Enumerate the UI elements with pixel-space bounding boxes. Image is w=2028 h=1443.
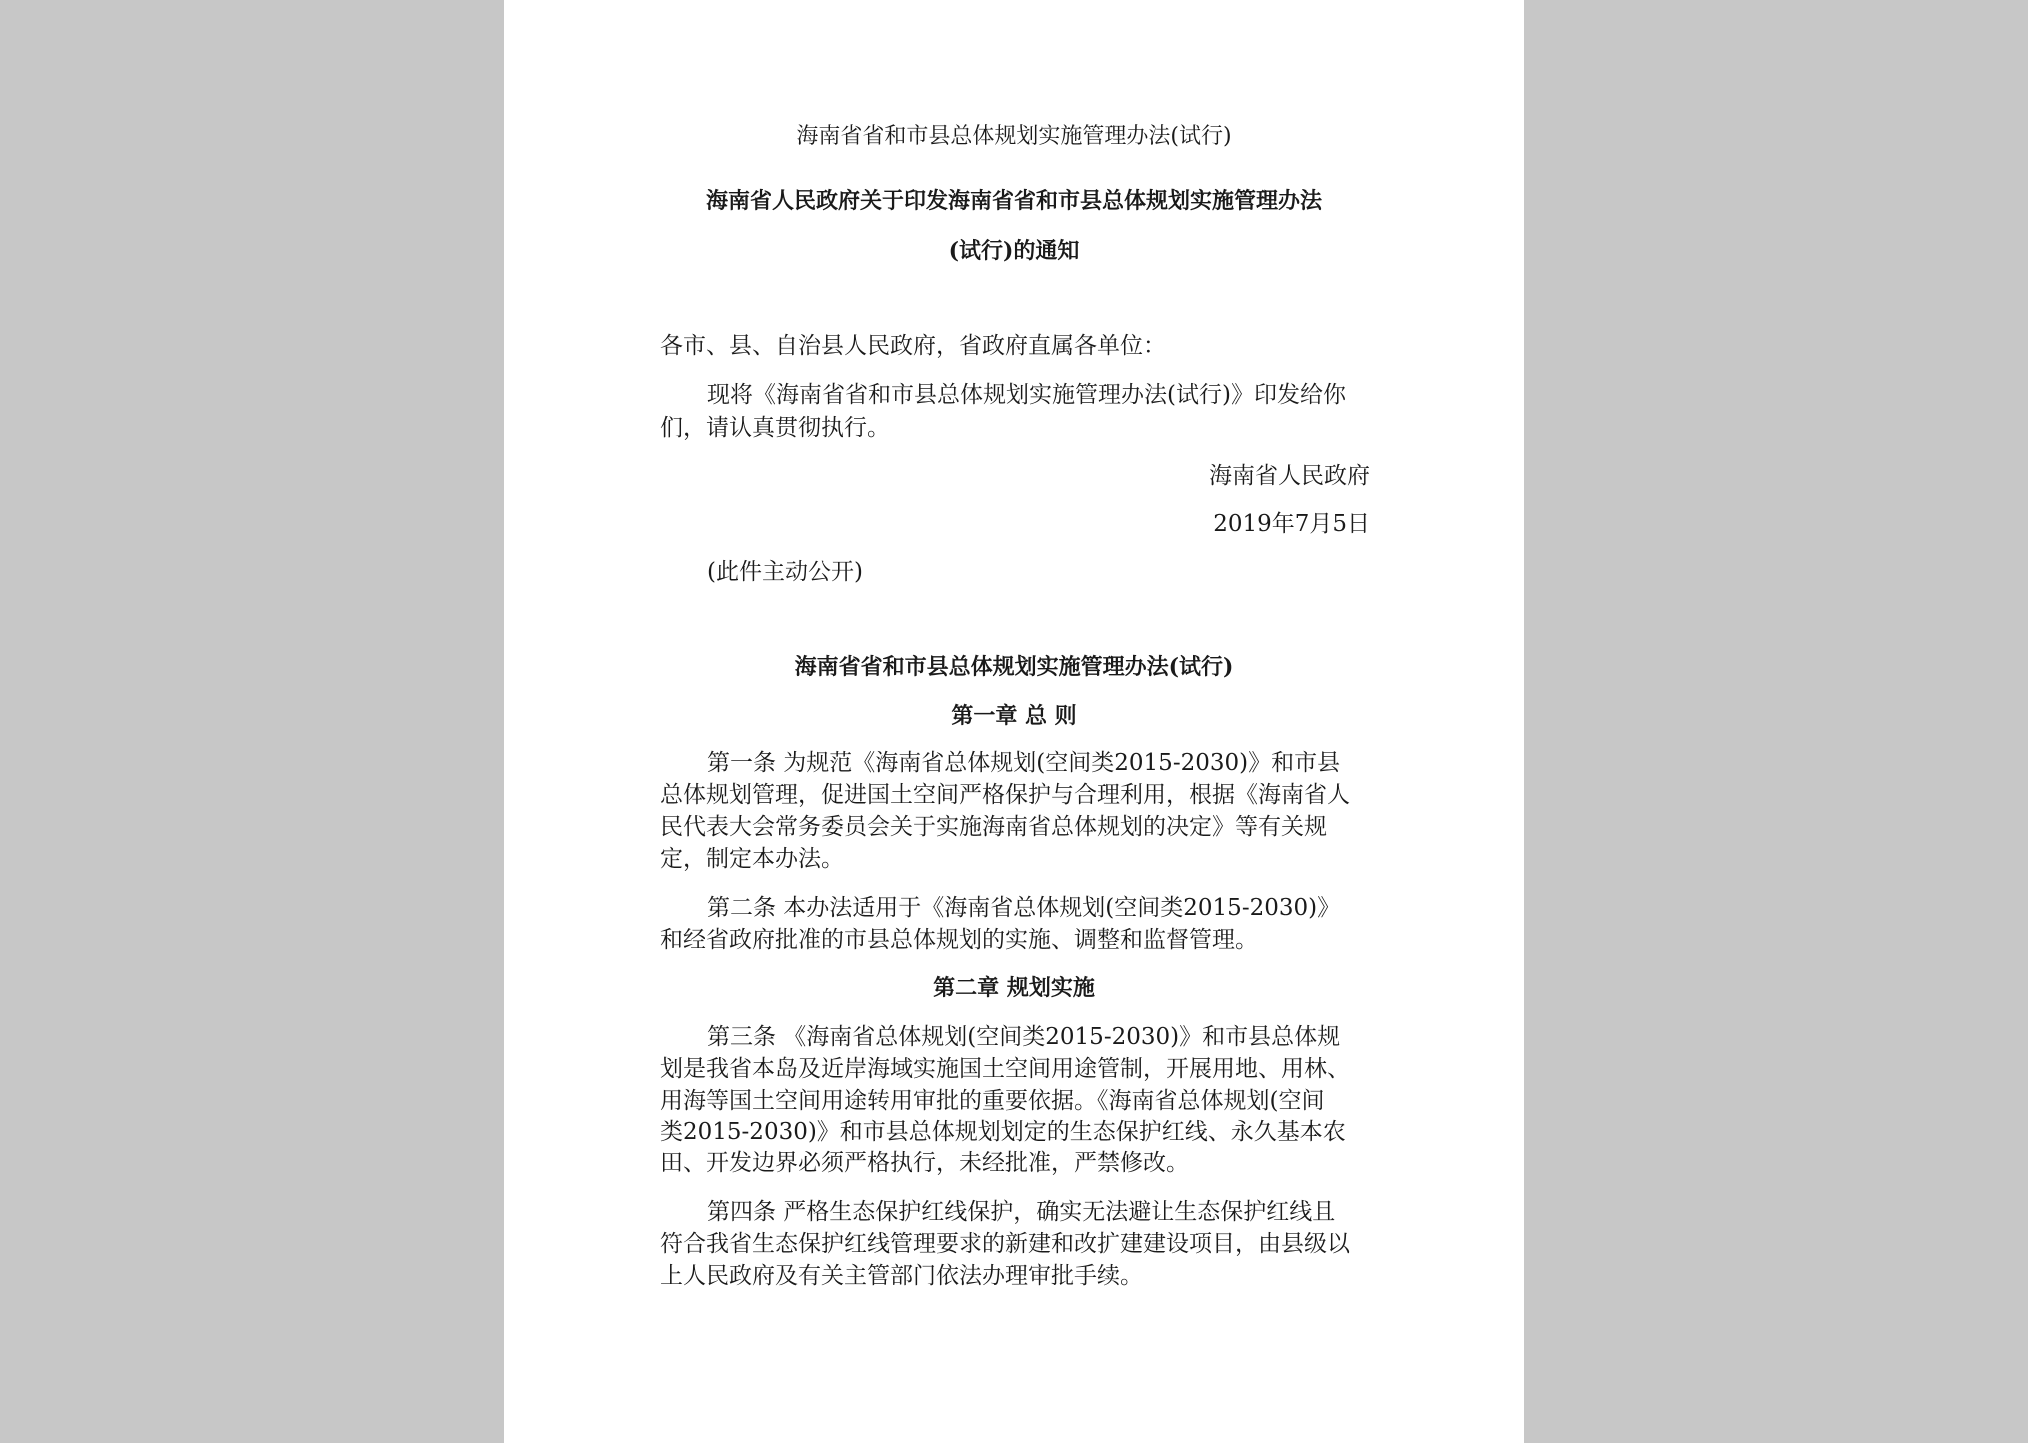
article-3-line: 类2015-2030)》和市县总体规划划定的生态保护红线、永久基本农 (660, 1119, 1346, 1145)
document-page (504, 0, 1524, 1443)
notice-disclosure: (此件主动公开) (707, 559, 863, 585)
article-3-line: 划是我省本岛及近岸海域实施国土空间用途管制，开展用地、用林、 (660, 1056, 1350, 1082)
notice-addressee: 各市、县、自治县人民政府，省政府直属各单位： (660, 333, 1166, 359)
notice-body-line-2: 们，请认真贯彻执行。 (660, 415, 890, 441)
notice-title-line-2: (试行)的通知 (948, 238, 1080, 264)
article-4-line: 符合我省生态保护红线管理要求的新建和改扩建建设项目，由县级以 (660, 1231, 1350, 1257)
notice-signature: 海南省人民政府 (1209, 463, 1370, 489)
article-3-line: 第三条 《海南省总体规划(空间类2015-2030)》和市县总体规 (707, 1024, 1341, 1050)
article-3-line: 田、开发边界必须严格执行，未经批准，严禁修改。 (660, 1150, 1189, 1176)
article-2-line: 和经省政府批准的市县总体规划的实施、调整和监督管理。 (660, 927, 1258, 953)
article-3-line: 用海等国土空间用途转用审批的重要依据。《海南省总体规划(空间 (660, 1088, 1325, 1114)
article-1-line: 总体规划管理，促进国土空间严格保护与合理利用，根据《海南省人 (660, 782, 1350, 808)
document-header: 海南省省和市县总体规划实施管理办法(试行) (796, 124, 1232, 149)
notice-body-line-1: 现将《海南省省和市县总体规划实施管理办法(试行)》印发给你 (707, 382, 1346, 408)
article-1-line: 第一条 为规范《海南省总体规划(空间类2015-2030)》和市县 (707, 750, 1341, 776)
chapter-2-heading: 第二章 规划实施 (933, 975, 1095, 1001)
article-1-line: 民代表大会常务委员会关于实施海南省总体规划的决定》等有关规 (660, 814, 1327, 840)
regulation-title: 海南省省和市县总体规划实施管理办法(试行) (794, 654, 1234, 680)
notice-title-line-1: 海南省人民政府关于印发海南省省和市县总体规划实施管理办法 (705, 188, 1322, 214)
article-4-line: 第四条 严格生态保护红线保护，确实无法避让生态保护红线且 (707, 1199, 1336, 1225)
article-4-line: 上人民政府及有关主管部门依法办理审批手续。 (660, 1263, 1143, 1289)
chapter-1-heading: 第一章 总 则 (951, 703, 1077, 729)
article-1-line: 定，制定本办法。 (660, 846, 844, 872)
notice-date: 2019年7月5日 (1213, 511, 1370, 537)
article-2-line: 第二条 本办法适用于《海南省总体规划(空间类2015-2030)》 (707, 895, 1341, 921)
